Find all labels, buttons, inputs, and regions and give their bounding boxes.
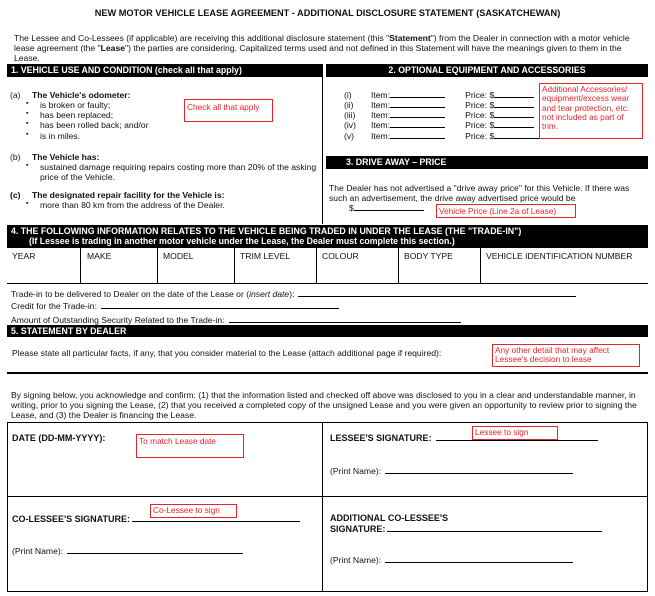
tradein-col-divider (316, 248, 317, 284)
annotation-check-all: Check all that apply (184, 99, 273, 122)
annotation-match-date: To match Lease date (136, 434, 244, 458)
colessee-signature-label: CO-LESSEE'S SIGNATURE: (12, 514, 130, 524)
equipment-item-field[interactable] (390, 110, 445, 118)
equipment-item-label: Item: (371, 120, 391, 131)
odometer-option[interactable]: ▪ is in miles. (10, 131, 320, 141)
section5-field-line[interactable] (7, 372, 648, 374)
signature-grid (7, 422, 648, 592)
odometer-option[interactable]: ▪ is broken or faulty; (10, 100, 320, 110)
document-title: NEW MOTOR VEHICLE LEASE AGREEMENT - ADDITIONAL DISCLOSURE STATEMENT (SASKATCHEWAN) (94, 8, 561, 18)
intro-bold-lease: Lease (100, 43, 126, 54)
tradein-col-make: MAKE (87, 251, 112, 261)
repair-facility-option[interactable]: ▪ more than 80 km from the address of the Dealer. (10, 200, 320, 210)
equipment-item-label: Item: (371, 130, 391, 141)
equipment-item-field[interactable] (390, 131, 445, 139)
tradein-col-year: YEAR (12, 251, 36, 261)
additional-colessee-signature-row (330, 524, 602, 535)
lessee-print-name-row (330, 466, 573, 476)
additional-colessee-signature-field[interactable] (387, 524, 602, 532)
colessee-print-name-row (12, 546, 243, 556)
equipment-item-label: Item: (371, 90, 391, 100)
annotation-other-detail: Any other detail that may affect Lessee's decision to lease (492, 344, 640, 367)
section5-text: Please state all particular facts, if any, that you consider material to the Lease (attach additional page if required): (12, 348, 442, 358)
drive-away-dollar: $ (349, 203, 354, 214)
equipment-row-num: (iii) (344, 110, 356, 121)
tradein-credit-label: Credit for the Trade-in: (11, 301, 97, 311)
date-label: DATE (DD-MM-YYYY): (12, 433, 106, 443)
equipment-price-field[interactable] (494, 110, 534, 118)
tradein-delivery-label: Trade-in to be delivered to Dealer on the date of the Lease or ( (11, 289, 250, 299)
section1-c-title-row (10, 190, 320, 200)
additional-colessee-label-2: SIGNATURE: (330, 523, 386, 534)
equipment-item-field[interactable] (390, 100, 445, 108)
section1-content (10, 90, 320, 210)
equipment-price-field[interactable] (494, 120, 534, 128)
additional-colessee-label (330, 513, 602, 534)
equipment-item-field[interactable] (390, 90, 445, 98)
tradein-col-divider (157, 248, 158, 284)
drive-away-price-field[interactable] (354, 203, 424, 211)
intro-bold-statement: Statement (389, 33, 431, 43)
section4-subtitle: (If Lessee is trading in another motor vehicle under the Lease, the Dealer must complete this section.) (29, 236, 455, 247)
tradein-delivery-italic: insert date (249, 289, 290, 299)
additional-colessee-print-name-row (330, 555, 573, 565)
colessee-print-name-label: (Print Name): (12, 546, 64, 556)
equipment-item-label: Item: (371, 110, 391, 121)
tradein-col-body: BODY TYPE (404, 251, 453, 261)
tradein-delivery-field[interactable] (298, 289, 576, 297)
equipment-price-field[interactable] (494, 90, 534, 98)
tradein-col-colour: COLOUR (322, 251, 359, 261)
section1-a-title-row (10, 90, 320, 100)
section1-c-title: The designated repair facility for the Vehicle is: (32, 190, 225, 201)
equipment-price-field[interactable] (494, 100, 534, 108)
drive-away-text: The Dealer has not advertised a "drive away price" for this Vehicle. If there was such an advertisement, the drive away advertised price would be (329, 183, 630, 204)
additional-colessee-print-name-label: (Print Name): (330, 555, 382, 565)
colessee-print-name-field[interactable] (67, 546, 243, 554)
odometer-option[interactable]: ▪ has been rolled back; and/or (10, 120, 320, 130)
column-divider (322, 77, 323, 224)
tradein-credit-field[interactable] (101, 301, 339, 309)
signature-grid-divider (322, 422, 323, 592)
section1-b-title-row (10, 152, 320, 162)
section1-header: 1. VEHICLE USE AND CONDITION (check all that apply) (7, 64, 323, 77)
section1-a-label: (a) (10, 90, 21, 100)
tradein-col-divider (234, 248, 235, 284)
repair-facility-options (10, 200, 320, 210)
equipment-price-label: Price: $ (465, 130, 495, 141)
equipment-row-num: (i) (344, 90, 352, 100)
damage-option[interactable]: ▪ sustained damage requiring repairs costing more than 20% of the asking price of the Vehicle. (10, 162, 320, 182)
lessee-signature-label: LESSEE'S SIGNATURE: (330, 433, 432, 443)
equipment-row-num: (ii) (344, 100, 354, 111)
section2-header: 2. OPTIONAL EQUIPMENT AND ACCESSORIES (326, 64, 648, 77)
tradein-delivery-row (11, 289, 576, 299)
section1-b-title: The Vehicle has: (32, 151, 100, 162)
section5-header: 5. STATEMENT BY DEALER (7, 325, 648, 337)
tradein-col-divider (80, 248, 81, 284)
signature-grid-divider (7, 496, 648, 497)
tradein-col-divider (480, 248, 481, 284)
section4-title: 4. THE FOLLOWING INFORMATION RELATES TO THE VEHICLE BEING TRADED IN UNDER THE LEASE (THE "TRADE-IN") (11, 226, 522, 236)
equipment-price-label: Price: $ (465, 90, 495, 100)
tradein-col-vin: VEHICLE IDENTIFICATION NUMBER (486, 251, 633, 261)
section1-b-label: (b) (10, 151, 21, 162)
tradein-credit-row (11, 301, 339, 311)
odometer-options (10, 100, 320, 141)
equipment-item-label: Item: (371, 100, 391, 111)
tradein-col-trim: TRIM LEVEL (240, 251, 291, 261)
additional-colessee-print-name-field[interactable] (385, 555, 573, 563)
lessee-print-name-field[interactable] (385, 466, 573, 474)
tradein-table-bottom (7, 283, 648, 284)
tradein-security-row (11, 315, 461, 325)
annotation-vehicle-price: Vehicle Price (Line 2a of Lease) (436, 204, 576, 218)
section4-header (7, 225, 648, 248)
tradein-col-model: MODEL (163, 251, 194, 261)
intro-text-2: ") from the Dealer in connection with a motor vehicle lease agreement (the " (14, 33, 630, 54)
tradein-security-label: Amount of Outstanding Security Related to the Trade-in: (11, 315, 225, 325)
intro-text-1: The Lessee and Co-Lessees (if applicable) are receiving this additional disclosure statement (this " (14, 33, 390, 43)
equipment-price-label: Price: $ (465, 110, 495, 121)
section1-c-label: (c) (10, 190, 21, 201)
odometer-option[interactable]: ▪ has been replaced; (10, 110, 320, 120)
equipment-item-field[interactable] (390, 120, 445, 128)
tradein-delivery-label-end: ): (289, 289, 295, 299)
damage-options (10, 162, 320, 182)
annotation-colessee-sign: Co-Lessee to sign (150, 504, 237, 518)
additional-colessee-label-1: ADDITIONAL CO-LESSEE'S (330, 513, 448, 523)
intro-text-3: ") the parties are considering. Capitalized terms used and not defined in this Statement will have the meanings given to them in the Lease. (14, 43, 622, 64)
tradein-col-divider (398, 248, 399, 284)
intro-paragraph (14, 33, 642, 63)
lessee-print-name-label: (Print Name): (330, 466, 382, 476)
section3-header: 3. DRIVE AWAY – PRICE (326, 156, 648, 169)
equipment-row-num: (iv) (344, 120, 356, 131)
equipment-price-label: Price: $ (465, 100, 495, 111)
equipment-row-num: (v) (344, 130, 355, 141)
section1-a-title: The Vehicle's odometer: (32, 90, 131, 100)
tradein-security-field[interactable] (229, 315, 461, 323)
signing-ack: By signing below, you acknowledge and confirm: (1) that the information listed and checked off above was disclosed to you in a clear and understandable manner, in writing, prior to you signing the Lease, (2) that you received a completed copy of the unsigned Lease and you were given an opportunity to review prior to signing the Lease, and (3) the Dealer is financing the Lease. (11, 390, 637, 421)
equipment-price-label: Price: $ (465, 120, 495, 131)
annotation-accessories: Additional Accessories/ equipment/excess wear and tear protection, etc. not included as part of trim. (539, 83, 643, 139)
annotation-lessee-sign: Lessee to sign (472, 426, 558, 440)
